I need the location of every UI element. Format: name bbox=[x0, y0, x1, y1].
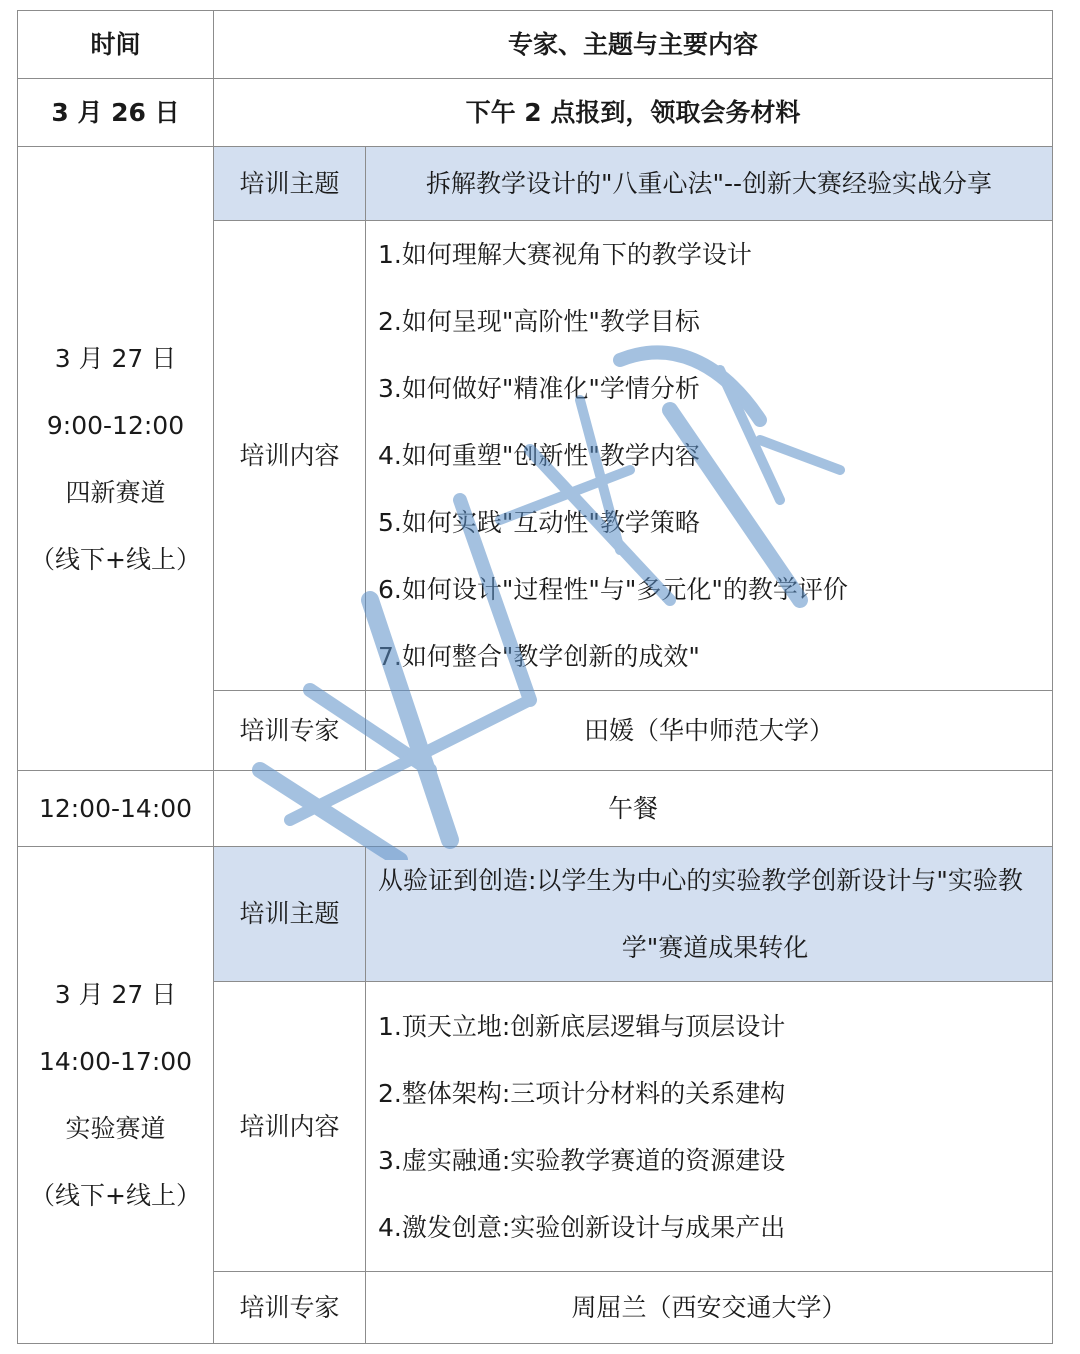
lunch-text: 午餐 bbox=[214, 771, 1053, 847]
registration-date: 3 月 26 日 bbox=[18, 79, 214, 147]
session2-topic-line1: 从验证到创造:以学生为中心的实验教学创新设计与"实验教 bbox=[378, 866, 1023, 895]
session2-date: 3 月 27 日 bbox=[54, 980, 177, 1009]
session1-topic: 拆解教学设计的"八重心法"--创新大赛经验实战分享 bbox=[366, 147, 1053, 221]
list-item: 1.顶天立地:创新底层逻辑与顶层设计 bbox=[378, 1011, 786, 1041]
list-item: 4.如何重塑"创新性"教学内容 bbox=[378, 441, 700, 470]
list-item: 2.整体架构:三项计分材料的关系建构 bbox=[378, 1078, 786, 1108]
session1-mode: （线下+线上） bbox=[30, 544, 201, 574]
list-item: 3.虚实融通:实验教学赛道的资源建设 bbox=[378, 1145, 786, 1175]
session1-topic-row bbox=[18, 147, 1053, 221]
list-item: 5.如何实践"互动性"教学策略 bbox=[378, 508, 700, 537]
session2-topic-row bbox=[18, 847, 1053, 982]
registration-text: 下午 2 点报到，领取会务材料 bbox=[214, 79, 1053, 147]
lunch-row bbox=[18, 771, 1053, 847]
session2-expert: 周屈兰（西安交通大学） bbox=[366, 1272, 1053, 1344]
list-item: 2.如何呈现"高阶性"教学目标 bbox=[378, 307, 700, 336]
schedule-table bbox=[17, 10, 1053, 1344]
session1-topic-label: 培训主题 bbox=[214, 147, 366, 221]
list-item: 3.如何做好"精准化"学情分析 bbox=[378, 374, 700, 403]
list-item: 6.如何设计"过程性"与"多元化"的教学评价 bbox=[378, 575, 848, 604]
session2-date-cell bbox=[18, 847, 214, 1344]
session1-expert-label: 培训专家 bbox=[214, 691, 366, 771]
lunch-time: 12:00-14:00 bbox=[18, 771, 214, 847]
list-item: 1.如何理解大赛视角下的教学设计 bbox=[378, 240, 752, 269]
header-time: 时间 bbox=[18, 11, 214, 79]
header-content: 专家、主题与主要内容 bbox=[214, 11, 1053, 79]
session2-topic bbox=[366, 847, 1053, 982]
session1-track: 四新赛道 bbox=[65, 477, 166, 507]
session1-time: 9:00-12:00 bbox=[46, 410, 185, 440]
list-item: 4.激发创意:实验创新设计与成果产出 bbox=[378, 1212, 786, 1242]
session1-date-cell bbox=[18, 147, 214, 771]
session1-content-label: 培训内容 bbox=[214, 221, 366, 691]
list-item: 7.如何整合"教学创新的成效" bbox=[378, 642, 700, 671]
session1-date: 3 月 27 日 bbox=[54, 343, 177, 373]
session2-mode: （线下+线上） bbox=[30, 1181, 201, 1210]
header-row bbox=[18, 11, 1053, 79]
session2-topic-line2: 学"赛道成果转化 bbox=[621, 933, 809, 962]
session2-content-list bbox=[366, 982, 1053, 1272]
session2-track: 实验赛道 bbox=[65, 1114, 166, 1143]
session1-content-list bbox=[366, 221, 1053, 691]
registration-row bbox=[18, 79, 1053, 147]
session2-expert-label: 培训专家 bbox=[214, 1272, 366, 1344]
session2-time: 14:00-17:00 bbox=[38, 1047, 193, 1076]
session2-content-label: 培训内容 bbox=[214, 982, 366, 1272]
session2-topic-label: 培训主题 bbox=[214, 847, 366, 982]
session1-expert: 田媛（华中师范大学） bbox=[366, 691, 1053, 771]
